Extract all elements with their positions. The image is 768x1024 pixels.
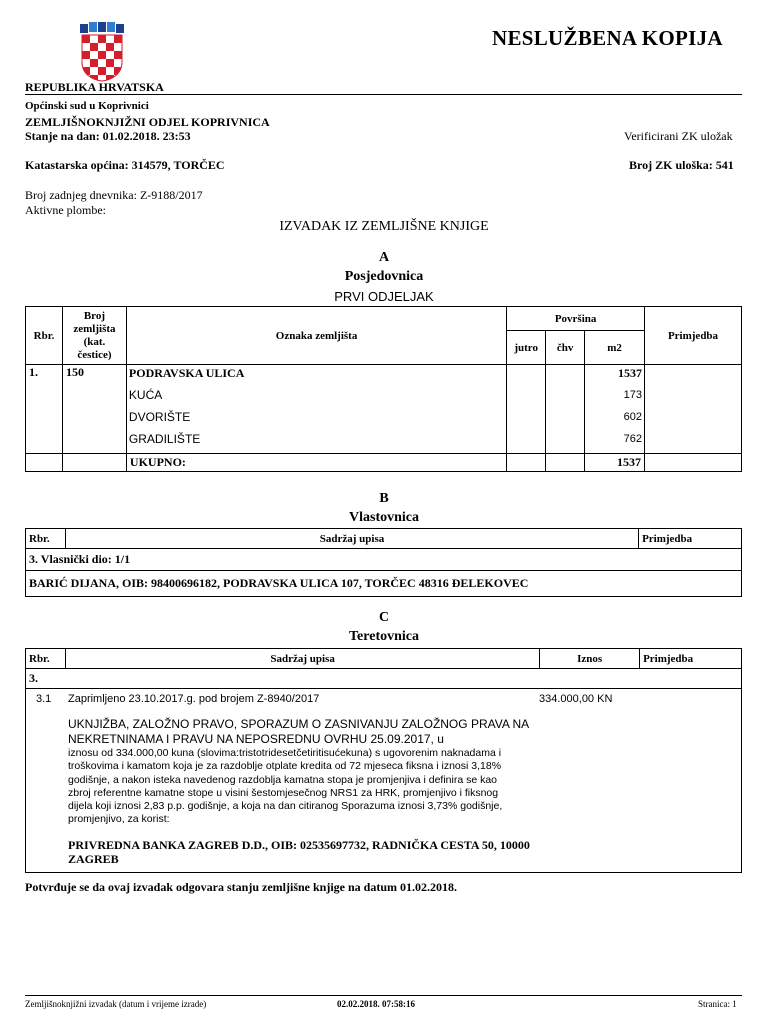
owner-entry: BARIĆ DIJANA, OIB: 98400696182, PODRAVSKA ULICA 107, TORČEC 48316 ĐELEKOVEC xyxy=(26,571,742,597)
court-name: Općinski sud u Koprivnici xyxy=(25,100,149,112)
croatian-coat-of-arms-icon xyxy=(78,22,126,82)
section-a-name: Posjedovnica xyxy=(344,269,424,284)
active-seals: Aktivne plombe: xyxy=(25,203,106,217)
row-rbr: 1. xyxy=(26,365,63,454)
header-rule xyxy=(25,94,742,95)
footer-datetime: 02.02.2018. 07:58:16 xyxy=(337,999,415,1009)
watermark-title: NESLUŽBENA KOPIJA xyxy=(492,26,723,50)
section-c-name: Teretovnica xyxy=(349,629,419,644)
col-jutro: jutro xyxy=(507,331,546,365)
col-chv: čhv xyxy=(546,331,585,365)
total-m2: 1537 xyxy=(585,454,645,472)
land-m2: 602 xyxy=(623,411,643,423)
document-title: IZVADAK IZ ZEMLJIŠNE KNJIGE xyxy=(279,219,489,234)
col-primjedba: Primjedba xyxy=(645,307,742,365)
total-row xyxy=(26,454,742,472)
col-primjedba: Primjedba xyxy=(640,649,742,669)
teretovnica-table xyxy=(25,648,742,873)
vlastovnica-table xyxy=(25,528,742,597)
col-sadrzaj: Sadržaj upisa xyxy=(65,529,638,549)
col-m2: m2 xyxy=(585,331,645,365)
status-date: Stanje na dan: 01.02.2018. 23:53 xyxy=(25,129,191,143)
land-item: PODRAVSKA ULICA xyxy=(128,366,245,380)
land-item: GRADILIŠTE xyxy=(128,432,201,446)
land-item: KUĆA xyxy=(128,388,163,402)
col-iznos: Iznos xyxy=(540,649,640,669)
ownership-share: 3. Vlasnički dio: 1/1 xyxy=(26,549,742,571)
footer-page: Stranica: 1 xyxy=(698,999,737,1009)
section-a-subtitle: PRVI ODJELJAK xyxy=(334,289,434,304)
col-primjedba: Primjedba xyxy=(639,529,742,549)
col-rbr: Rbr. xyxy=(26,529,66,549)
entry-body: iznosu od 334.000,00 kuna (slovima:tristotridesetčetiritisućekuna) s ugovorenim naknadama i troškovima i kamatom koja je za razdoblje otplate kredita od 72 mjeseca fiksna i iznosi 3,18% godišnje, a nakon isteka navedenog razdoblja kamatna stopa je promjenjiva i definira se kao zbroj referentne kamatne stope u visini šestomjesečnog NRS1 za HRK, promjenjivo i fiksnog dijela koji iznosi 2,83 p.p. godišnje, a koja na dan citiranog Sporazuma iznosi 3,73% godišnje, promjenjivo, za korist: xyxy=(68,747,503,826)
cadastral-municipality: Katastarska općina: 314579, TORČEC xyxy=(25,158,225,172)
entry-heading: UKNJIŽBA, ZALOŽNO PRAVO, SPORAZUM O ZASNIVANJU ZALOŽNOG PRAVA NA NEKRETNINAMA I PRAVU NA NEPOSREDNU OVRHU 25.09.2017, u xyxy=(68,717,529,746)
table-row xyxy=(26,365,742,454)
entry-beneficiary: PRIVREDNA BANKA ZAGREB D.D., OIB: 02535697732, RADNIČKA CESTA 50, 10000 ZAGREB xyxy=(68,838,530,866)
section-b-name: Vlastovnica xyxy=(349,510,419,525)
entry-amount: 334.000,00 KN xyxy=(539,693,613,705)
footer-left: Zemljišnoknjižni izvadak (datum i vrijeme izrade) xyxy=(25,999,207,1009)
zk-number: Broj ZK uloška: 541 xyxy=(629,158,734,172)
last-diary-number: Broj zadnjeg dnevnika: Z-9188/2017 xyxy=(25,188,203,202)
col-povrsina: Površina xyxy=(507,307,645,331)
section-c-letter: C xyxy=(378,610,390,625)
entry-rbr: 3.1 xyxy=(36,693,52,705)
verified-label: Verificirani ZK uložak xyxy=(624,129,733,143)
land-m2: 173 xyxy=(623,389,643,401)
confirmation-text: Potvrđuje se da ovaj izvadak odgovara stanju zemljišne knjige na datum 01.02.2018. xyxy=(25,880,458,894)
department-name: ZEMLJIŠNOKNJIŽNI ODJEL KOPRIVNICA xyxy=(25,115,270,129)
col-broj: Broj zemljišta (kat. čestice) xyxy=(62,307,126,365)
section-a-letter: A xyxy=(378,250,390,265)
footer-rule xyxy=(25,995,742,996)
entry-received: Zaprimljeno 23.10.2017.g. pod brojem Z-8940/2017 xyxy=(68,693,320,705)
land-item: DVORIŠTE xyxy=(128,410,191,424)
col-rbr: Rbr. xyxy=(26,307,63,365)
posjedovnica-table xyxy=(25,306,742,472)
row-broj: 150 xyxy=(62,365,126,454)
col-rbr: Rbr. xyxy=(26,649,66,669)
encumbrance-group: 3. xyxy=(26,669,742,689)
land-m2: 1537 xyxy=(618,366,643,380)
col-sadrzaj: Sadržaj upisa xyxy=(65,649,539,669)
col-oznaka: Oznaka zemljišta xyxy=(126,307,506,365)
land-m2: 762 xyxy=(623,433,643,445)
section-b-letter: B xyxy=(379,491,389,506)
republic-label: REPUBLIKA HRVATSKA xyxy=(25,80,164,94)
total-label: UKUPNO: xyxy=(126,454,506,472)
